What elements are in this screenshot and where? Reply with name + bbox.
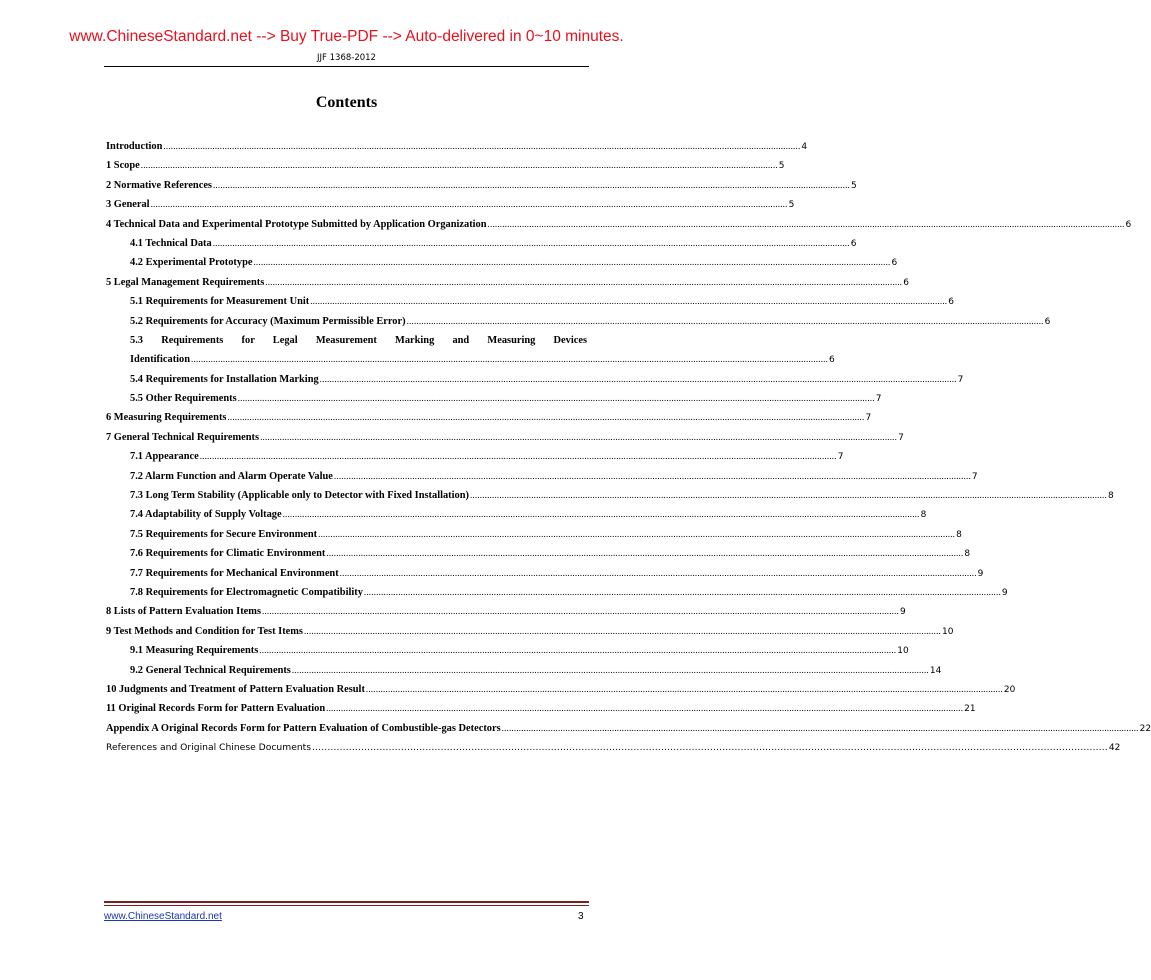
- toc-leader-dots: ....................................................................................................................................................................................................................................................................: [312, 743, 1108, 754]
- toc-leader-dots: ....................................................................................................................................................................................................................................................................: [318, 528, 956, 539]
- toc-leader-dots: ....................................................................................................................................................................................................................................................................: [469, 490, 1107, 501]
- toc-entry-page: 8: [920, 510, 927, 521]
- toc-entry[interactable]: [106, 742, 1121, 761]
- toc-leader-dots: ....................................................................................................................................................................................................................................................................: [291, 664, 929, 675]
- promo-banner[interactable]: [0, 28, 693, 46]
- page-number: 3: [578, 911, 584, 922]
- toc-entry-page: 9: [900, 607, 906, 618]
- table-of-contents: [106, 141, 1151, 762]
- toc-entry-label: Introduction: [106, 141, 163, 152]
- toc-leader-dots: ....................................................................................................................................................................................................................................................................: [163, 141, 801, 151]
- toc-leader-dots: ....................................................................................................................................................................................................................................................................: [310, 296, 948, 307]
- toc-leader-dots: ....................................................................................................................................................................................................................................................................: [150, 199, 788, 210]
- toc-entry[interactable]: [106, 199, 795, 218]
- document-number: JJF 1368-2012: [317, 53, 376, 63]
- toc-entry-label: 5.1 Requirements for Measurement Unit: [130, 296, 310, 308]
- toc-leader-dots: ....................................................................................................................................................................................................................................................................: [227, 412, 865, 423]
- toc-entry[interactable]: [106, 567, 984, 587]
- toc-entry-page: 6: [829, 355, 835, 366]
- toc-entry-page: 21: [964, 704, 976, 715]
- toc-entry-label: References and Original Chinese Documents: [106, 742, 312, 754]
- toc-entry-page: 10: [941, 626, 954, 637]
- toc-leader-dots: ....................................................................................................................................................................................................................................................................: [212, 237, 850, 248]
- toc-entry-page: 10: [897, 646, 909, 657]
- toc-entry[interactable]: [106, 276, 909, 296]
- toc-entry[interactable]: [106, 335, 587, 354]
- toc-entry[interactable]: [106, 470, 978, 490]
- toc-entry[interactable]: [106, 431, 904, 451]
- toc-entry[interactable]: [106, 179, 857, 199]
- toc-entry[interactable]: [106, 160, 785, 179]
- toc-entry-label: 11 Original Records Form for Pattern Evaluation: [106, 703, 326, 715]
- toc-entry-page: 4: [801, 142, 808, 152]
- toc-entry[interactable]: [106, 373, 964, 393]
- toc-entry-label: 4.1 Technical Data: [130, 237, 212, 249]
- toc-entry-page: 6: [850, 238, 857, 249]
- page-title: Contents: [315, 94, 378, 111]
- toc-entry-page: 20: [1003, 684, 1016, 695]
- toc-leader-dots: ....................................................................................................................................................................................................................................................................: [262, 606, 899, 617]
- toc-entry-label: Identification: [130, 354, 191, 366]
- toc-leader-dots: ....................................................................................................................................................................................................................................................................: [365, 683, 1003, 694]
- toc-entry-label: 2 Normative References: [106, 179, 212, 191]
- toc-entry-page: 7: [837, 452, 844, 463]
- toc-entry-page: 9: [977, 568, 984, 579]
- toc-entry-label: 8 Lists of Pattern Evaluation Items: [106, 606, 261, 618]
- toc-entry-label: 7.2 Alarm Function and Alarm Operate Value: [130, 470, 333, 482]
- toc-entry[interactable]: [106, 296, 954, 315]
- toc-entry-page: 5: [778, 161, 785, 172]
- toc-leader-dots: ....................................................................................................................................................................................................................................................................: [199, 451, 837, 462]
- toc-entry-label: 9.1 Measuring Requirements: [130, 645, 259, 657]
- header-divider: [104, 66, 589, 67]
- toc-leader-dots: ....................................................................................................................................................................................................................................................................: [212, 179, 850, 190]
- toc-entry-label: 7.7 Requirements for Mechanical Environment: [130, 567, 339, 579]
- toc-entry[interactable]: [106, 257, 898, 276]
- toc-entry-page: 6: [903, 277, 909, 288]
- toc-entry-label: 3 General: [106, 199, 150, 211]
- toc-entry[interactable]: [106, 586, 1008, 606]
- toc-entry-label: 5.2 Requirements for Accuracy (Maximum Permissible Error): [130, 315, 406, 327]
- toc-entry-page: 14: [929, 665, 942, 676]
- footer-site-link[interactable]: www.ChineseStandard.net: [104, 911, 222, 922]
- toc-entry[interactable]: [106, 412, 872, 431]
- toc-entry[interactable]: [106, 548, 971, 567]
- toc-entry-page: 8: [956, 529, 962, 540]
- toc-leader-dots: ....................................................................................................................................................................................................................................................................: [487, 218, 1125, 229]
- toc-entry-label: 7.5 Requirements for Secure Environment: [130, 528, 318, 540]
- toc-entry-page: 5: [788, 200, 795, 211]
- toc-leader-dots: ....................................................................................................................................................................................................................................................................: [253, 257, 891, 268]
- toc-entry-label: Appendix A Original Records Form for Pattern Evaluation of Combustible-gas Detectors: [106, 722, 501, 734]
- toc-leader-dots: ....................................................................................................................................................................................................................................................................: [326, 703, 964, 714]
- toc-entry-page: 8: [1107, 491, 1114, 502]
- toc-leader-dots: ....................................................................................................................................................................................................................................................................: [265, 276, 903, 287]
- toc-entry[interactable]: [106, 490, 1114, 509]
- toc-entry-label: 1 Scope: [106, 160, 140, 172]
- toc-leader-dots: ....................................................................................................................................................................................................................................................................: [303, 625, 941, 636]
- toc-entry-label: 7 General Technical Requirements: [106, 431, 260, 443]
- footer-divider-thin: [104, 905, 589, 906]
- toc-entry[interactable]: [106, 315, 1051, 335]
- toc-entry-page: 7: [957, 374, 964, 385]
- footer-divider-thick: [104, 901, 589, 903]
- toc-entry[interactable]: [106, 393, 882, 412]
- toc-entry-page: 6: [1044, 316, 1051, 327]
- toc-entry[interactable]: [106, 237, 857, 257]
- toc-entry[interactable]: [106, 606, 906, 625]
- toc-leader-dots: ....................................................................................................................................................................................................................................................................: [319, 373, 957, 384]
- toc-entry[interactable]: [106, 703, 976, 722]
- toc-leader-dots: ....................................................................................................................................................................................................................................................................: [339, 567, 977, 578]
- toc-entry-page: 6: [948, 297, 954, 308]
- toc-entry[interactable]: [106, 141, 808, 160]
- toc-entry-page: 7: [875, 394, 882, 405]
- toc-entry-page: 7: [971, 471, 978, 482]
- toc-entry[interactable]: [106, 645, 909, 664]
- toc-entry[interactable]: [106, 664, 942, 684]
- toc-entry-label: 9 Test Methods and Condition for Test Items: [106, 625, 303, 637]
- toc-entry[interactable]: [106, 509, 927, 528]
- toc-entry-page: 22: [1139, 723, 1151, 734]
- toc-leader-dots: ....................................................................................................................................................................................................................................................................: [237, 393, 875, 404]
- toc-entry-label: 4 Technical Data and Experimental Prototype Submitted by Application Organization: [106, 218, 487, 230]
- toc-leader-dots: ....................................................................................................................................................................................................................................................................: [326, 548, 964, 559]
- toc-leader-dots: ....................................................................................................................................................................................................................................................................: [363, 586, 1001, 597]
- toc-entry-label: 5.3 Requirements for Legal Measurement Marking and Measuring Devices: [130, 334, 587, 346]
- toc-entry-label: 7.8 Requirements for Electromagnetic Compatibility: [130, 586, 363, 598]
- toc-entry-page: 6: [891, 258, 898, 269]
- toc-entry-page: 7: [865, 413, 872, 424]
- toc-entry-label: 5.5 Other Requirements: [130, 393, 237, 405]
- promo-banner-link[interactable]: www.ChineseStandard.net --> Buy True-PDF --> Auto-delivered in 0~10 minutes.: [69, 28, 624, 45]
- toc-leader-dots: ....................................................................................................................................................................................................................................................................: [406, 315, 1044, 326]
- toc-entry[interactable]: [106, 218, 1132, 238]
- toc-leader-dots: ....................................................................................................................................................................................................................................................................: [191, 354, 829, 365]
- toc-entry-label: 10 Judgments and Treatment of Pattern Evaluation Result: [106, 683, 365, 695]
- toc-entry-label: 9.2 General Technical Requirements: [130, 664, 291, 676]
- toc-entry-label: 4.2 Experimental Prototype: [130, 257, 253, 269]
- toc-entry-label: 7.1 Appearance: [130, 451, 199, 463]
- toc-leader-dots: ....................................................................................................................................................................................................................................................................: [501, 722, 1139, 733]
- toc-leader-dots: ....................................................................................................................................................................................................................................................................: [333, 470, 971, 481]
- toc-entry-label: 6 Measuring Requirements: [106, 412, 227, 424]
- toc-entry[interactable]: [106, 528, 962, 548]
- toc-entry[interactable]: [106, 683, 1016, 703]
- toc-entry-page: 7: [898, 432, 904, 443]
- toc-entry[interactable]: [106, 625, 954, 645]
- toc-leader-dots: ....................................................................................................................................................................................................................................................................: [259, 645, 897, 656]
- toc-entry-page: 42: [1108, 743, 1121, 754]
- toc-leader-dots: ....................................................................................................................................................................................................................................................................: [282, 509, 920, 520]
- toc-entry-label: 5.4 Requirements for Installation Marking: [130, 373, 319, 385]
- toc-entry-page: 9: [1001, 587, 1008, 598]
- toc-entry[interactable]: [106, 451, 844, 470]
- toc-entry-page: 8: [964, 549, 971, 560]
- toc-leader-dots: ....................................................................................................................................................................................................................................................................: [260, 431, 898, 442]
- toc-entry-page: 5: [850, 180, 857, 191]
- toc-entry-label: 5 Legal Management Requirements: [106, 276, 265, 288]
- toc-entry[interactable]: [106, 722, 1151, 742]
- toc-entry-label: 7.3 Long Term Stability (Applicable only to Detector with Fixed Installation): [130, 490, 469, 502]
- toc-entry[interactable]: [106, 354, 835, 373]
- toc-entry-page: 6: [1125, 219, 1132, 230]
- toc-entry-label: 7.4 Adaptability of Supply Voltage: [130, 509, 282, 521]
- toc-leader-dots: ....................................................................................................................................................................................................................................................................: [140, 160, 778, 171]
- toc-entry-label: 7.6 Requirements for Climatic Environment: [130, 548, 326, 560]
